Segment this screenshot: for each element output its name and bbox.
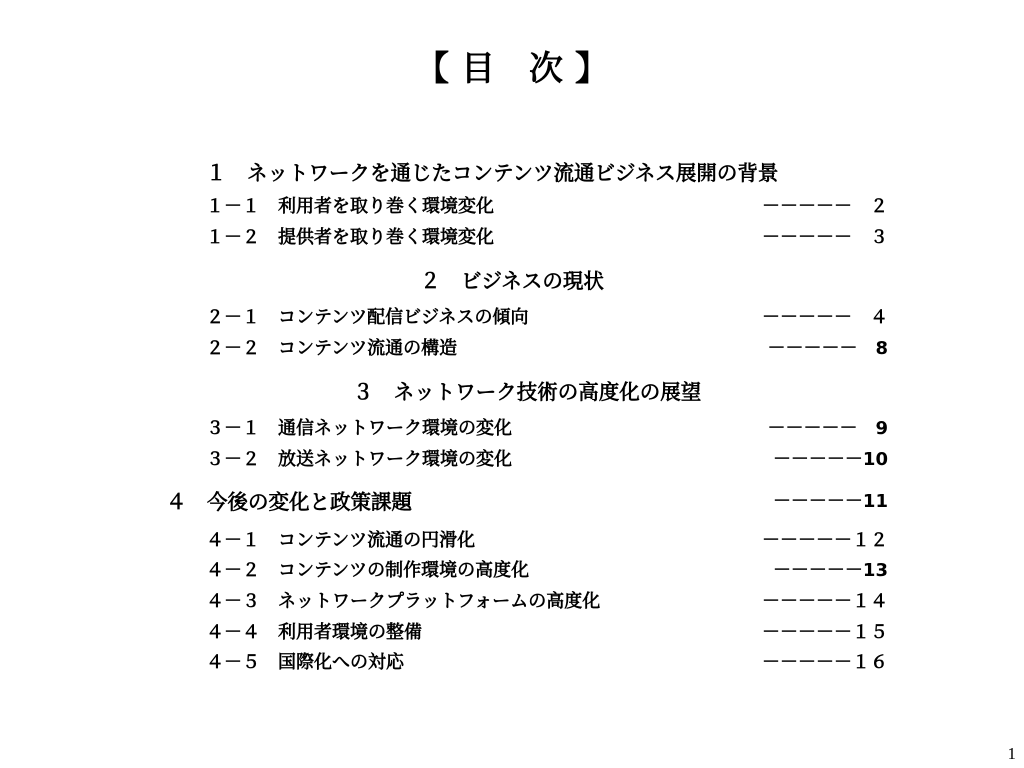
toc-item-1-1-page: －－－－－ ２ — [762, 196, 888, 217]
toc-item-4-1-page: －－－－－１２ — [762, 530, 888, 551]
slide-number: 1 — [1007, 744, 1016, 763]
toc-item-1-2-label: １－２ 提供者を取り巻く環境変化 — [206, 227, 494, 248]
toc-section-2-heading: ２ ビジネスの現状 — [420, 269, 604, 293]
toc-item-4-3-page: －－－－－１４ — [762, 591, 888, 612]
toc-item-4-1-label: ４－１ コンテンツ流通の円滑化 — [206, 530, 476, 551]
toc-section-3-heading: ３ ネットワーク技術の高度化の展望 — [352, 380, 702, 404]
toc-section-4-heading: ４ 今後の変化と政策課題 — [166, 490, 412, 514]
toc-item-4-4-page: －－－－－１５ — [762, 622, 888, 643]
toc-item-3-2-page: －－－－－10 — [772, 449, 888, 470]
toc-item-2-1-label: ２－１ コンテンツ配信ビジネスの傾向 — [206, 307, 529, 328]
toc-section-4-page: －－－－－11 — [772, 491, 888, 512]
toc-item-2-1-page: －－－－－ ４ — [762, 307, 888, 328]
toc-section-1-heading: １ ネットワークを通じたコンテンツ流通ビジネス展開の背景 — [206, 161, 779, 185]
page-title: 【 目 次 】 — [415, 49, 609, 89]
toc-item-4-5-label: ４－５ 国際化への対応 — [206, 652, 404, 673]
toc-item-3-1-label: ３－１ 通信ネットワーク環境の変化 — [206, 418, 512, 439]
toc-item-3-1-page: －－－－－ 9 — [767, 418, 888, 439]
toc-item-1-1-label: １－１ 利用者を取り巻く環境変化 — [206, 196, 494, 217]
toc-item-4-4-label: ４－４ 利用者環境の整備 — [206, 622, 422, 643]
toc-item-4-2-label: ４－２ コンテンツの制作環境の高度化 — [206, 560, 530, 581]
toc-item-1-2-page: －－－－－ ３ — [762, 227, 888, 248]
toc-item-2-2-page: －－－－－ 8 — [767, 338, 888, 359]
toc-item-4-2-page: －－－－－13 — [772, 560, 888, 581]
toc-item-4-3-label: ４－３ ネットワークプラットフォームの高度化 — [206, 591, 601, 612]
toc-item-4-5-page: －－－－－１６ — [762, 652, 888, 673]
toc-item-2-2-label: ２－２ コンテンツ流通の構造 — [206, 338, 458, 359]
toc-item-3-2-label: ３－２ 放送ネットワーク環境の変化 — [206, 449, 512, 470]
